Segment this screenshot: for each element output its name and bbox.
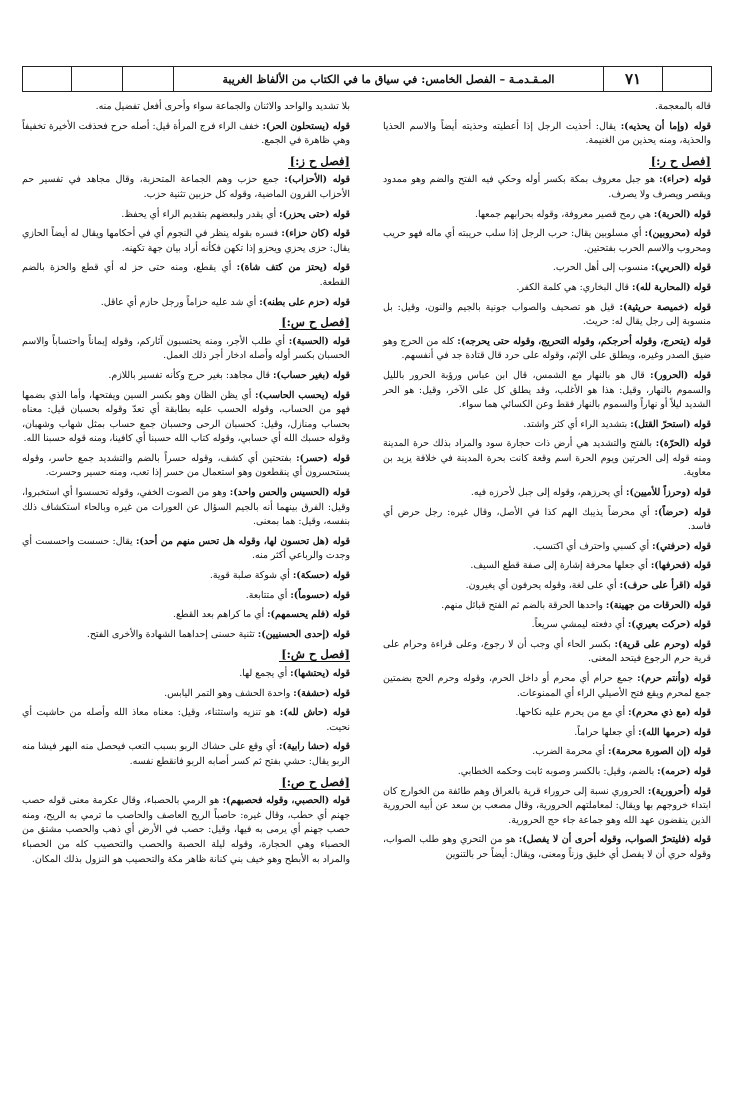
entry-paragraph [22,208,350,223]
entry-headword: قوله (الحصبي، وقوله فحصبهم): [222,795,350,807]
entry-paragraph [22,369,350,384]
entry-paragraph [383,506,711,535]
entry-paragraph [383,120,711,149]
entry-paragraph [383,540,711,555]
entry-headword: قوله (يحتشها): [290,668,350,679]
entry-paragraph [383,726,711,741]
entry-headword: قوله (الحربي): [651,262,711,274]
entry-headword: قوله (يتحرج، وقوله أحرجكم، وقوله التحريج، وقوله حتى يحرجه): [457,335,711,347]
entry-text: أي كسبي واحترف أي اكتسب. [532,540,653,552]
entry-paragraph [383,672,711,701]
section-heading [22,647,350,662]
entry-paragraph [383,335,711,364]
entry-headword: قوله (حرمه): [657,765,711,777]
entry-headword: قوله (وأنتم حرم): [637,673,711,684]
entry-paragraph [383,833,711,862]
entry-headword: قوله (الحسبة): [288,335,350,347]
section-heading [22,315,350,330]
entry-text: أي شد عليه حزاماً ورجل حازم أي عاقل. [100,296,260,308]
entry-text: بتشديد الراء أي كثر واشتد. [523,418,631,430]
entry-text: أي جعلها حراماً. [574,726,639,738]
header-empty-cell [663,67,711,91]
entry-paragraph [22,227,350,256]
entry-text: جمع حرام أي محرم أو داخل الحرم، وقوله وحرم الحج بضمتين جمع لمحرم ويقع فتح الأصيلي الراء أي الممنوعات. [383,673,711,699]
entry-headword: قوله (حراء): [659,174,711,186]
entry-headword: قوله (حسوماً): [290,589,350,601]
entry-text: فسره بقوله ينظر في النجوم أي في أحكامها ويقال له أيضاً الحازي يقال: حزى يحزي ويحزو إذا تكهن فكأنه أراد بيان جهة تكهنه. [22,228,350,254]
entry-text: بلا تشديد والواحد والاثنان والجماعة سواء وأحرى أفعل تفضيل منه. [95,101,350,112]
section-heading-text: [فصل ح ز:] [289,153,350,168]
entry-text: تثنية حسنى إحداهما الشهادة والأخرى الفتح. [86,628,258,640]
right-column [383,100,711,868]
entry-text: وهو من الصوت الخفي، وقوله تحسسوا أي استخبروا، وقيل: الفرق بينهما أنه بالجيم السؤال عن العورات من غيره وبالحاء استكشاف ذلك بنفسه، وقيل: هما بمعنى. [22,487,350,528]
entry-headword: قوله (حشا رابية): [278,741,350,753]
entry-paragraph [22,389,350,447]
entry-headword: قوله (الحرّة): [655,438,711,450]
entry-headword: قوله (حتى يحزر): [279,208,350,220]
entry-paragraph [383,227,711,256]
entry-headword: قوله (محروبين): [644,228,711,240]
entry-text: بكسر الحاء أي وجب أن لا رجوع، وعلى قراءة وحرام على قرية حرم الرجوع فيتحد المعنى. [383,638,711,665]
entry-text: هو تنزيه واستثناء، وقيل: معناه معاذ الله وأصله من حاشيت أي نحيت. [22,707,350,733]
entry-headword: قوله (حركت بعيري): [627,619,711,631]
entry-headword: قوله (المحاربة لله): [631,281,711,293]
entry-text: أي دفعته ليمشي سريعاً. [531,619,628,631]
entry-paragraph [22,535,350,564]
entry-headword: قوله (حرمها الله): [638,726,711,738]
header-empty-cell [123,67,174,91]
entry-paragraph [22,706,350,735]
entry-text: الحروري نسبة إلى حروراء قرية بالعراق وهم طائفة من الخوارج كان ابتداء خروجهم بها ويقال: لمعاملتهم الحرورية، وقال مصعب بن سعد عن أبيه الحرورية الذين ينقضون عهد الله وهو جماعة جاء حج الحرورية. [383,785,711,826]
entry-paragraph [22,335,350,364]
entry-headword: قوله (حسر): [296,452,350,464]
entry-paragraph [22,452,350,481]
entry-headword: قوله (أحرورية): [647,785,711,797]
entry-text: بالفتح والتشديد هي أرض ذات حجارة سود والمراد بذلك حرة المدينة ومنه قوله إلى الحرتين ويوم الحرة اسم وقعة كانت بحرة المدينة في خلافة يزيد بن معاوية. [383,438,711,479]
entry-headword: قوله (الحربة): [653,208,711,220]
entry-text: قيل هو تصحيف والصواب جونية بالجيم والنون، وقيل: بل منسوبة إلى رجل يقال له: حريث. [383,301,711,328]
entry-headword: قوله (وحرم على قرية): [614,638,711,650]
entry-paragraph [383,579,711,594]
entry-headword: قوله (مع ذي محرم): [628,707,711,719]
entry-headword: قوله (بغير حساب): [272,369,350,381]
entry-headword: قوله (حرضاً): [654,506,711,518]
entry-headword: قوله (الحرور): [650,369,711,381]
section-heading-text: [فصل ح س:] [281,315,350,330]
entry-headword: قوله (كان حزاء): [281,228,350,240]
entry-text: أي يحرزهم، وقوله إلى جبل لأحرزه فيه. [470,487,627,499]
entry-paragraph [22,794,350,867]
header-empty-cell [23,67,72,91]
entry-headword: قوله (خميصة حريثية): [619,301,712,313]
entry-paragraph [383,281,711,296]
entry-text: يقال: حسست واحسست أي وجدت والرباعي أكثر منه. [22,535,350,562]
header-empty-cell [72,67,123,91]
entry-paragraph [383,369,711,413]
entry-text: قال هو بالنهار مع الشمس، قال ابن عباس ورؤبة الحرور بالليل والسموم بالنهار، وقيل: هذا هو الأغلب، وقد يطلق كل على الآخر، وقيل: هو الحر الشديد ليلاً أو نهاراً والسموم بالنهار فقط وعن الكسائي هما سواء. [383,369,711,411]
entry-text: أي طلب الأجر، ومنه يحتسبون آثاركم، وقوله إيماناً واحتساباً والاسم الحسبان بكسر أوله وأصله ادخار أجر ذلك العمل. [22,335,350,362]
entry-paragraph [383,785,711,829]
section-heading [22,154,350,169]
entry-headword: قوله (وحرزاً للأميين): [626,487,711,499]
section-heading-text: [فصل ح ش:] [281,647,350,662]
section-heading-text: [فصل ح ص:] [281,774,350,789]
entry-headword: قوله (حشفة): [293,687,350,699]
entry-text: واحدة الحشف وهو التمر اليابس. [164,687,294,699]
entry-paragraph [22,296,350,311]
entry-paragraph [383,618,711,633]
entry-headword: قوله (حزم على بطنه): [259,296,350,308]
entry-paragraph [383,706,711,721]
entry-text: أي محرضاً يذيبك الهم كذا في الأصل، وقال غيره: رجل حرض أي فاسد. [383,506,711,533]
entry-text: هو الرمي بالحصباء، وقال عكرمة معنى قوله حصب جهنم أي حطب، وقال غيره: حاصباً الريح العاصف والحاصب ما ترمي به الريح، ومنه حصب جهنم أي يرمى به فيها، وقيل: حصب في الأرض أي ذهب والحصب مشتق من الحصباء وهي الحجارة، وقوله ليلة الحصبة والحصب والتحصيب كله من الحصباء والمراد به الأبطح وهو خيف بني كنانة ظاهر مكة والتحصيب هو النزول بذلك المكان. [22,795,350,865]
header-title: المـقـدمـة – الفصل الخامس: في سياق ما في الكتاب من الألفاظ الغريبة [174,67,604,91]
entry-paragraph [22,667,350,682]
entry-headword: قوله (حسكة): [292,570,350,582]
entry-paragraph [22,589,350,604]
entry-text: جمع حزب وهم الجماعة المتحزبة، وقال مجاهد في تفسير حم الأحزاب القرون الماضية، وقوله كل حزبين تثنية حزب. [22,174,350,200]
entry-headword: قوله (حاش لله): [279,707,350,719]
entry-paragraph [383,208,711,223]
entry-paragraph [383,745,711,760]
entry-headword: قوله (إن الصورة محرمة): [608,746,711,758]
entry-paragraph [22,173,350,202]
entry-text: أي مسلوبين يقال: حرب الرجل إذا سلب حريبته أي ماله فهو حريب ومحروب والاسم الحرب بفتحتين. [383,228,711,254]
entry-text: منسوب إلى أهل الحرب. [552,262,652,274]
entry-headword: قوله (يستحلون الحر): [262,120,351,132]
entry-paragraph [383,301,711,330]
entry-text: أي يقدر ولبعضهم بتقديم الراء أي يحفظ. [121,208,280,220]
section-heading [22,775,350,790]
entry-headword: قوله (إحدى الحسنيين): [257,628,350,640]
entry-text: خفف الراء فرج المرأة قيل: أصله حرح فحذفت الأخيرة تخفيفاً وهي ظاهرة في الجمع. [22,120,350,147]
left-column [22,100,350,872]
entry-text: بفتحتين أي كشف، وقوله حسراً بالضم والتشديد جمع حاسر، وقوله يستحسرون أي ينقطعون وهو استعمال من حسر إذا تعب، ومنه حسير وحسرت. [22,452,350,479]
entry-headword: قوله (فلم يحسمهم): [267,609,350,621]
entry-text: أي يجمع لها. [239,668,291,679]
entry-text: أي يقطع، ومنه حتى حز له أي قطع والحزة بالضم القطعة. [22,262,350,288]
entry-text: يقال: أحذيت الرجل إذا أعطيته وحذيته أيضاً والاسم الحذيا والحذية، ومنه يحذين من الغنيمة. [383,120,711,147]
entry-text: هي رمح قصير معروفة، وقوله بحرابهم جمعها. [475,208,654,220]
entry-text: أي محرمة الضرب. [532,746,608,758]
entry-paragraph [383,437,711,481]
entry-paragraph [22,687,350,702]
entry-text: قال البخاري: هي كلمة الكفر. [516,281,632,293]
entry-paragraph [22,608,350,623]
entry-text: أي جعلها محرفة إشارة إلى صفة قطع السيف. [470,560,651,572]
entry-text: أي مع من يحرم عليه نكاحها. [515,707,629,719]
entry-text: كله من الحرج وهو ضيق الصدر وغيره، ويطلق على الإثم، وقوله على حرد قال قتادة جد في أنفسهم. [383,335,711,362]
section-heading-text: [فصل ح ر:] [650,153,711,168]
entry-paragraph [22,740,350,769]
entry-text: أي على لغة، وقوله يحرفون أي يغيرون. [465,580,620,592]
entry-paragraph [383,559,711,574]
entry-paragraph [383,418,711,433]
entry-paragraph [22,120,350,149]
entry-paragraph [383,486,711,501]
entry-headword: قوله (فليتحرّ الصواب، وقوله أحرى أن لا يفصل): [518,834,711,846]
entry-headword: قوله (حرفتي): [652,540,711,552]
entry-text: قال مجاهد: بغير حرج وكأنه تفسير باللازم. [108,369,273,381]
entry-headword: قوله (يحتز من كتف شاة): [236,262,350,274]
entry-paragraph [22,569,350,584]
entry-headword: قوله (فحرفها): [650,560,711,572]
entry-headword: قوله (يحسب الحاسب): [254,389,351,401]
entry-headword: قوله (وإما أن يحذيه): [620,120,711,132]
entry-text: واحدها الحرقة بالضم ثم الفتح قبائل منهم. [441,599,606,611]
entry-paragraph [22,628,350,643]
entry-paragraph [22,100,350,115]
entry-paragraph [383,173,711,202]
page-header [22,66,712,92]
entry-paragraph [383,261,711,276]
entry-text: بالضم، وقيل: بالكسر وصوبه ثابت وحكمه الخطابي. [457,765,658,777]
entry-paragraph [22,261,350,290]
entry-paragraph [383,765,711,780]
entry-text: هو من التحري وهو طلب الصواب، وقوله حري أن لا يفصل أي خليق وزناً ومعنى، ويقال: أيضاً حر بالتنوين [383,834,711,860]
entry-paragraph [383,599,711,614]
entry-text: أي يظن الظان وهو بكسر السين ويفتحها، وأما الذي بضمها فهو من الحساب، وقوله الحسب عليه بطابقة أي تعدّ وقوله بحسبان قيل: معناه بحساب ومنازل، وقيل: كحسبان الرحى وحسبان جمع حساب بمثل شهاب وشهبان، وقوله حسبك الله أي حسابي، وقوله كتاب الله حسبنا أي كافينا، ومنه قوله حسبنا الله. [22,389,350,445]
entry-text: هو جبل معروف بمكة بكسر أوله وحكي فيه الفتح والضم وهو ممدود ويقصر ويصرف ولا يصرف. [383,174,711,200]
entry-text: أي متتابعة. [245,589,291,601]
entry-paragraph [22,486,350,530]
entry-headword: قوله (استحرّ القتل): [630,418,711,430]
entry-headword: قوله (اقرأ على حرف): [619,580,711,592]
entry-text: أي ما كراهم بعد القطع. [173,609,268,621]
entry-paragraph [383,638,711,667]
entry-text: أي وقع على حشاك الربو بسبب التعب فيحصل منه البهر فيشا منه الربو يقال: حشي بفتح ثم كسر أصابه الربو فانقطع نفسه. [22,741,350,767]
entry-headword: قوله (هل تحسون لها، وقوله هل تحس منهم من أحد): [135,535,350,547]
entry-headword: قوله (الحرقات من جهينة): [605,599,711,611]
entry-text: قاله بالمعجمة. [655,101,711,112]
entry-headword: قوله (الحسيس والحس واحد): [229,487,350,499]
entry-headword: قوله (الأحزاب): [284,174,350,186]
page-number: ٧١ [604,67,663,91]
entry-paragraph [383,100,711,115]
section-heading [383,154,711,169]
entry-text: أي شوكة صلبة قوية. [209,570,293,582]
